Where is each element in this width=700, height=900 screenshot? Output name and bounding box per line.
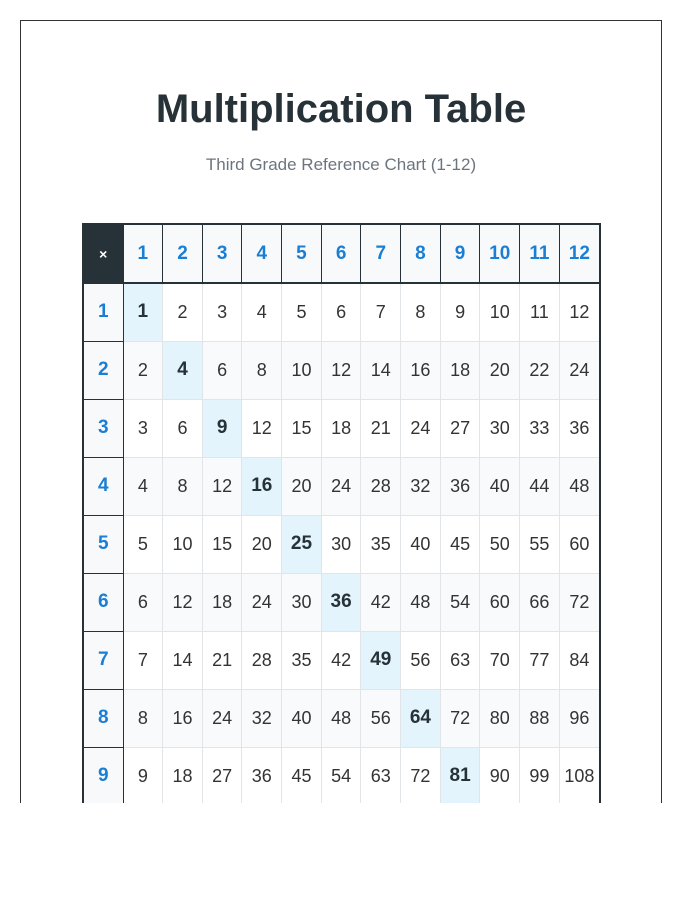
row-header-7: 7	[84, 631, 123, 689]
product-cell-square: 25	[282, 515, 322, 573]
table-row	[84, 631, 599, 689]
product-cell: 8	[123, 689, 163, 747]
product-cell: 42	[361, 573, 401, 631]
product-cell: 55	[520, 515, 560, 573]
product-cell: 54	[440, 573, 480, 631]
column-header-10: 10	[480, 225, 520, 283]
product-cell: 2	[123, 341, 163, 399]
product-cell: 42	[321, 631, 361, 689]
product-cell: 24	[242, 573, 282, 631]
row-header-1: 1	[84, 283, 123, 341]
product-cell: 4	[242, 283, 282, 341]
product-cell-square: 4	[163, 341, 203, 399]
column-header-12: 12	[559, 225, 599, 283]
product-cell: 36	[559, 399, 599, 457]
product-cell: 80	[480, 689, 520, 747]
product-cell: 45	[440, 515, 480, 573]
product-cell: 11	[520, 283, 560, 341]
product-cell: 63	[440, 631, 480, 689]
product-cell: 72	[440, 689, 480, 747]
product-cell: 15	[202, 515, 242, 573]
product-cell: 20	[282, 457, 322, 515]
product-cell: 21	[361, 399, 401, 457]
product-cell-square: 64	[401, 689, 441, 747]
product-cell: 66	[520, 573, 560, 631]
product-cell: 40	[480, 457, 520, 515]
row-header-2: 2	[84, 341, 123, 399]
product-cell: 2	[163, 283, 203, 341]
product-cell: 10	[163, 515, 203, 573]
product-cell: 44	[520, 457, 560, 515]
product-cell: 32	[242, 689, 282, 747]
row-header-3: 3	[84, 399, 123, 457]
product-cell: 27	[440, 399, 480, 457]
page-title: Multiplication Table	[155, 87, 527, 131]
product-cell: 3	[123, 399, 163, 457]
product-cell: 8	[401, 283, 441, 341]
product-cell: 36	[440, 457, 480, 515]
column-header-6: 6	[321, 225, 361, 283]
table-row	[84, 341, 599, 399]
product-cell: 8	[163, 457, 203, 515]
corner-multiply-symbol: ×	[84, 225, 123, 283]
product-cell: 8	[242, 341, 282, 399]
column-header-11: 11	[520, 225, 560, 283]
product-cell: 56	[361, 689, 401, 747]
row-header-6: 6	[84, 573, 123, 631]
product-cell: 48	[559, 457, 599, 515]
product-cell: 28	[361, 457, 401, 515]
column-header-4: 4	[242, 225, 282, 283]
product-cell: 54	[321, 747, 361, 803]
product-cell-square: 49	[361, 631, 401, 689]
product-cell: 14	[361, 341, 401, 399]
product-cell: 30	[480, 399, 520, 457]
product-cell: 90	[480, 747, 520, 803]
product-cell: 21	[202, 631, 242, 689]
row-header-9: 9	[84, 747, 123, 803]
product-cell: 77	[520, 631, 560, 689]
product-cell-square: 16	[242, 457, 282, 515]
product-cell: 45	[282, 747, 322, 803]
product-cell: 30	[282, 573, 322, 631]
product-cell: 12	[321, 341, 361, 399]
product-cell: 18	[163, 747, 203, 803]
product-cell: 108	[559, 747, 599, 803]
product-cell: 24	[321, 457, 361, 515]
product-cell: 22	[520, 341, 560, 399]
product-cell: 50	[480, 515, 520, 573]
table-body	[84, 283, 599, 803]
product-cell: 56	[401, 631, 441, 689]
product-cell: 40	[282, 689, 322, 747]
product-cell: 84	[559, 631, 599, 689]
product-cell: 70	[480, 631, 520, 689]
product-cell: 7	[361, 283, 401, 341]
product-cell: 5	[123, 515, 163, 573]
product-cell: 7	[123, 631, 163, 689]
product-cell: 35	[282, 631, 322, 689]
table-row	[84, 283, 599, 341]
column-header-8: 8	[401, 225, 441, 283]
product-cell: 36	[242, 747, 282, 803]
product-cell-square: 9	[202, 399, 242, 457]
product-cell: 33	[520, 399, 560, 457]
column-header-1: 1	[123, 225, 163, 283]
product-cell: 20	[480, 341, 520, 399]
product-cell: 72	[559, 573, 599, 631]
product-cell: 35	[361, 515, 401, 573]
product-cell: 63	[361, 747, 401, 803]
product-cell: 12	[559, 283, 599, 341]
product-cell: 27	[202, 747, 242, 803]
product-cell: 3	[202, 283, 242, 341]
row-header-5: 5	[84, 515, 123, 573]
product-cell-square: 81	[440, 747, 480, 803]
product-cell: 20	[242, 515, 282, 573]
product-cell: 4	[123, 457, 163, 515]
product-cell: 10	[480, 283, 520, 341]
multiplication-table	[84, 225, 599, 803]
product-cell: 6	[321, 283, 361, 341]
product-cell-square: 36	[321, 573, 361, 631]
product-cell-square: 1	[123, 283, 163, 341]
product-cell: 6	[202, 341, 242, 399]
row-header-8: 8	[84, 689, 123, 747]
column-header-5: 5	[282, 225, 322, 283]
product-cell: 9	[440, 283, 480, 341]
product-cell: 18	[202, 573, 242, 631]
product-cell: 48	[401, 573, 441, 631]
product-cell: 14	[163, 631, 203, 689]
product-cell: 99	[520, 747, 560, 803]
product-cell: 5	[282, 283, 322, 341]
product-cell: 72	[401, 747, 441, 803]
column-header-7: 7	[361, 225, 401, 283]
table-row	[84, 689, 599, 747]
product-cell: 16	[163, 689, 203, 747]
multiplication-table-container	[82, 223, 601, 803]
table-row	[84, 457, 599, 515]
product-cell: 12	[163, 573, 203, 631]
table-row	[84, 399, 599, 457]
product-cell: 88	[520, 689, 560, 747]
column-header-9: 9	[440, 225, 480, 283]
table-row	[84, 747, 599, 803]
product-cell: 12	[202, 457, 242, 515]
product-cell: 9	[123, 747, 163, 803]
product-cell: 24	[559, 341, 599, 399]
product-cell: 24	[401, 399, 441, 457]
product-cell: 28	[242, 631, 282, 689]
table-header-row	[84, 225, 599, 283]
product-cell: 18	[321, 399, 361, 457]
product-cell: 10	[282, 341, 322, 399]
product-cell: 24	[202, 689, 242, 747]
product-cell: 16	[401, 341, 441, 399]
product-cell: 60	[480, 573, 520, 631]
table-row	[84, 515, 599, 573]
product-cell: 96	[559, 689, 599, 747]
product-cell: 18	[440, 341, 480, 399]
table-row	[84, 573, 599, 631]
product-cell: 40	[401, 515, 441, 573]
column-header-2: 2	[163, 225, 203, 283]
column-header-3: 3	[202, 225, 242, 283]
product-cell: 15	[282, 399, 322, 457]
product-cell: 6	[163, 399, 203, 457]
product-cell: 6	[123, 573, 163, 631]
page-subtitle: Third Grade Reference Chart (1-12)	[205, 155, 477, 174]
product-cell: 48	[321, 689, 361, 747]
row-header-4: 4	[84, 457, 123, 515]
product-cell: 12	[242, 399, 282, 457]
product-cell: 32	[401, 457, 441, 515]
product-cell: 30	[321, 515, 361, 573]
document-page	[20, 20, 662, 803]
product-cell: 60	[559, 515, 599, 573]
